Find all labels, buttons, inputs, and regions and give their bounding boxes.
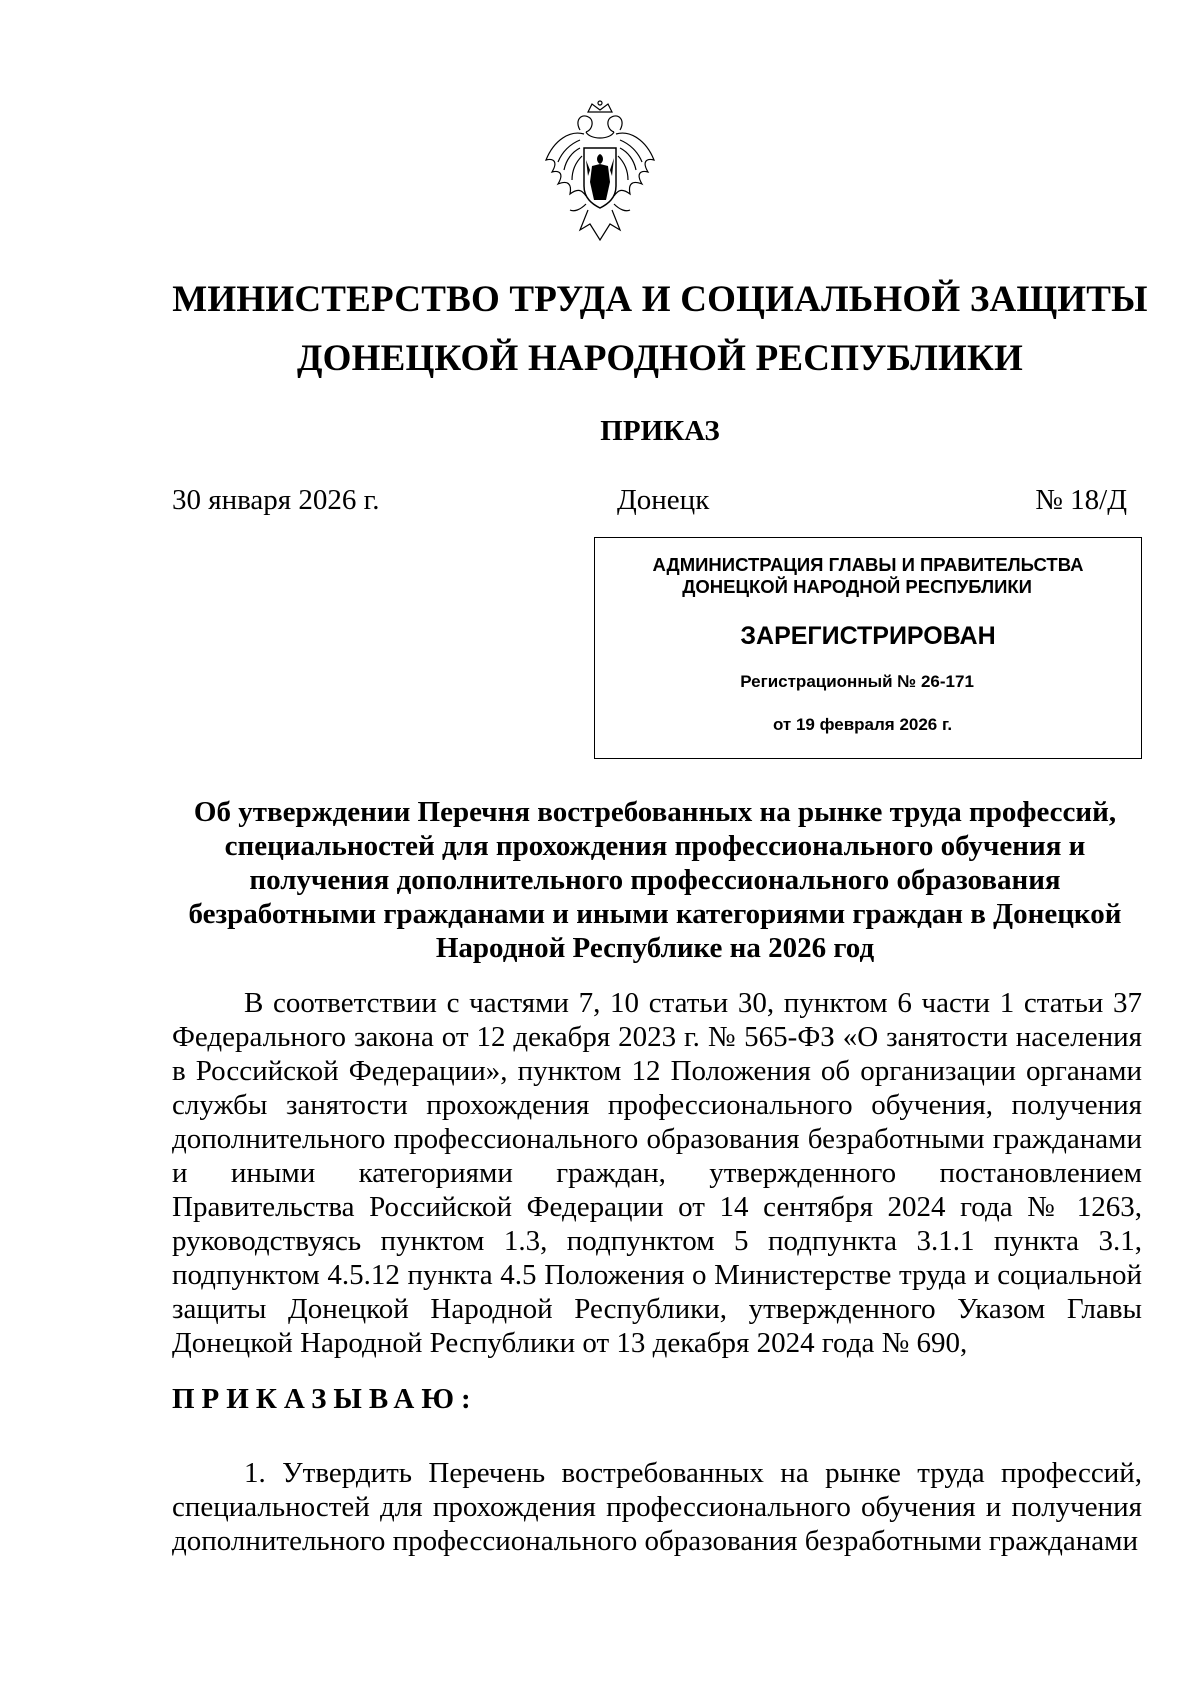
- registration-stamp: [594, 537, 1142, 759]
- order-number: № 18/Д: [1035, 484, 1127, 516]
- coat-of-arms-emblem: [540, 100, 660, 250]
- order-subject: [175, 795, 1135, 965]
- stamp-reg-number: Регистрационный № 26-171: [740, 672, 974, 691]
- order-city: Донецк: [617, 484, 710, 516]
- stamp-line2: ДОНЕЦКОЙ НАРОДНОЙ РЕСПУБЛИКИ: [682, 576, 1032, 597]
- subject-line: специальностей для прохождения профессионального обучения и: [224, 830, 1086, 862]
- stamp-line1: АДМИНИСТРАЦИЯ ГЛАВЫ И ПРАВИТЕЛЬСТВА: [652, 554, 1084, 575]
- order-date: 30 января 2026 г.: [172, 484, 380, 516]
- stamp-status: ЗАРЕГИСТРИРОВАН: [740, 622, 996, 650]
- subject-line: безработными гражданами и иными категориями граждан в Донецкой: [188, 898, 1122, 930]
- document-type: ПРИКАЗ: [600, 415, 720, 447]
- order-verb: ПРИКАЗЫВАЮ:: [172, 1383, 478, 1415]
- ministry-title-line1: МИНИСТЕРСТВО ТРУДА И СОЦИАЛЬНОЙ ЗАЩИТЫ: [172, 279, 1148, 320]
- order-item-1: 1. Утвердить Перечень востребованных на рынке труда профессий, специальностей для прохождения профессионального обучения и получения дополнительного профессионального образования безработными гражданами: [172, 1457, 1142, 1557]
- subject-line: Об утверждении Перечня востребованных на рынке труда профессий,: [193, 796, 1117, 828]
- preamble-paragraph: В соответствии с частями 7, 10 статьи 30, пунктом 6 части 1 статьи 37 Федерального закона от 12 декабря 2023 г. № 565-ФЗ «О занятости населения в Российской Федерации», пунктом 12 Положения об организации органами службы занятости прохождения профессионального обучения, получения дополнительного профессионального образования безработными гражданами и иными категориями граждан, утвержденного постановлением Правительства Российской Федерации от 14 сентября 2024 года № 1263, руководствуясь пунктом 1.3, подпунктом 5 подпункта 3.1.1 пункта 3.1, подпунктом 4.5.12 пункта 4.5 Положения о Министерстве труда и социальной защиты Донецкой Народной Республики, утвержденного Указом Главы Донецкой Народной Республики от 13 декабря 2024 года № 690,: [172, 987, 1142, 1359]
- subject-line: Народной Республике на 2026 год: [435, 932, 875, 964]
- subject-line: получения дополнительного профессионального образования: [249, 864, 1061, 896]
- stamp-reg-date: от 19 февраля 2026 г.: [772, 715, 953, 734]
- ministry-title-line2: ДОНЕЦКОЙ НАРОДНОЙ РЕСПУБЛИКИ: [296, 338, 1024, 379]
